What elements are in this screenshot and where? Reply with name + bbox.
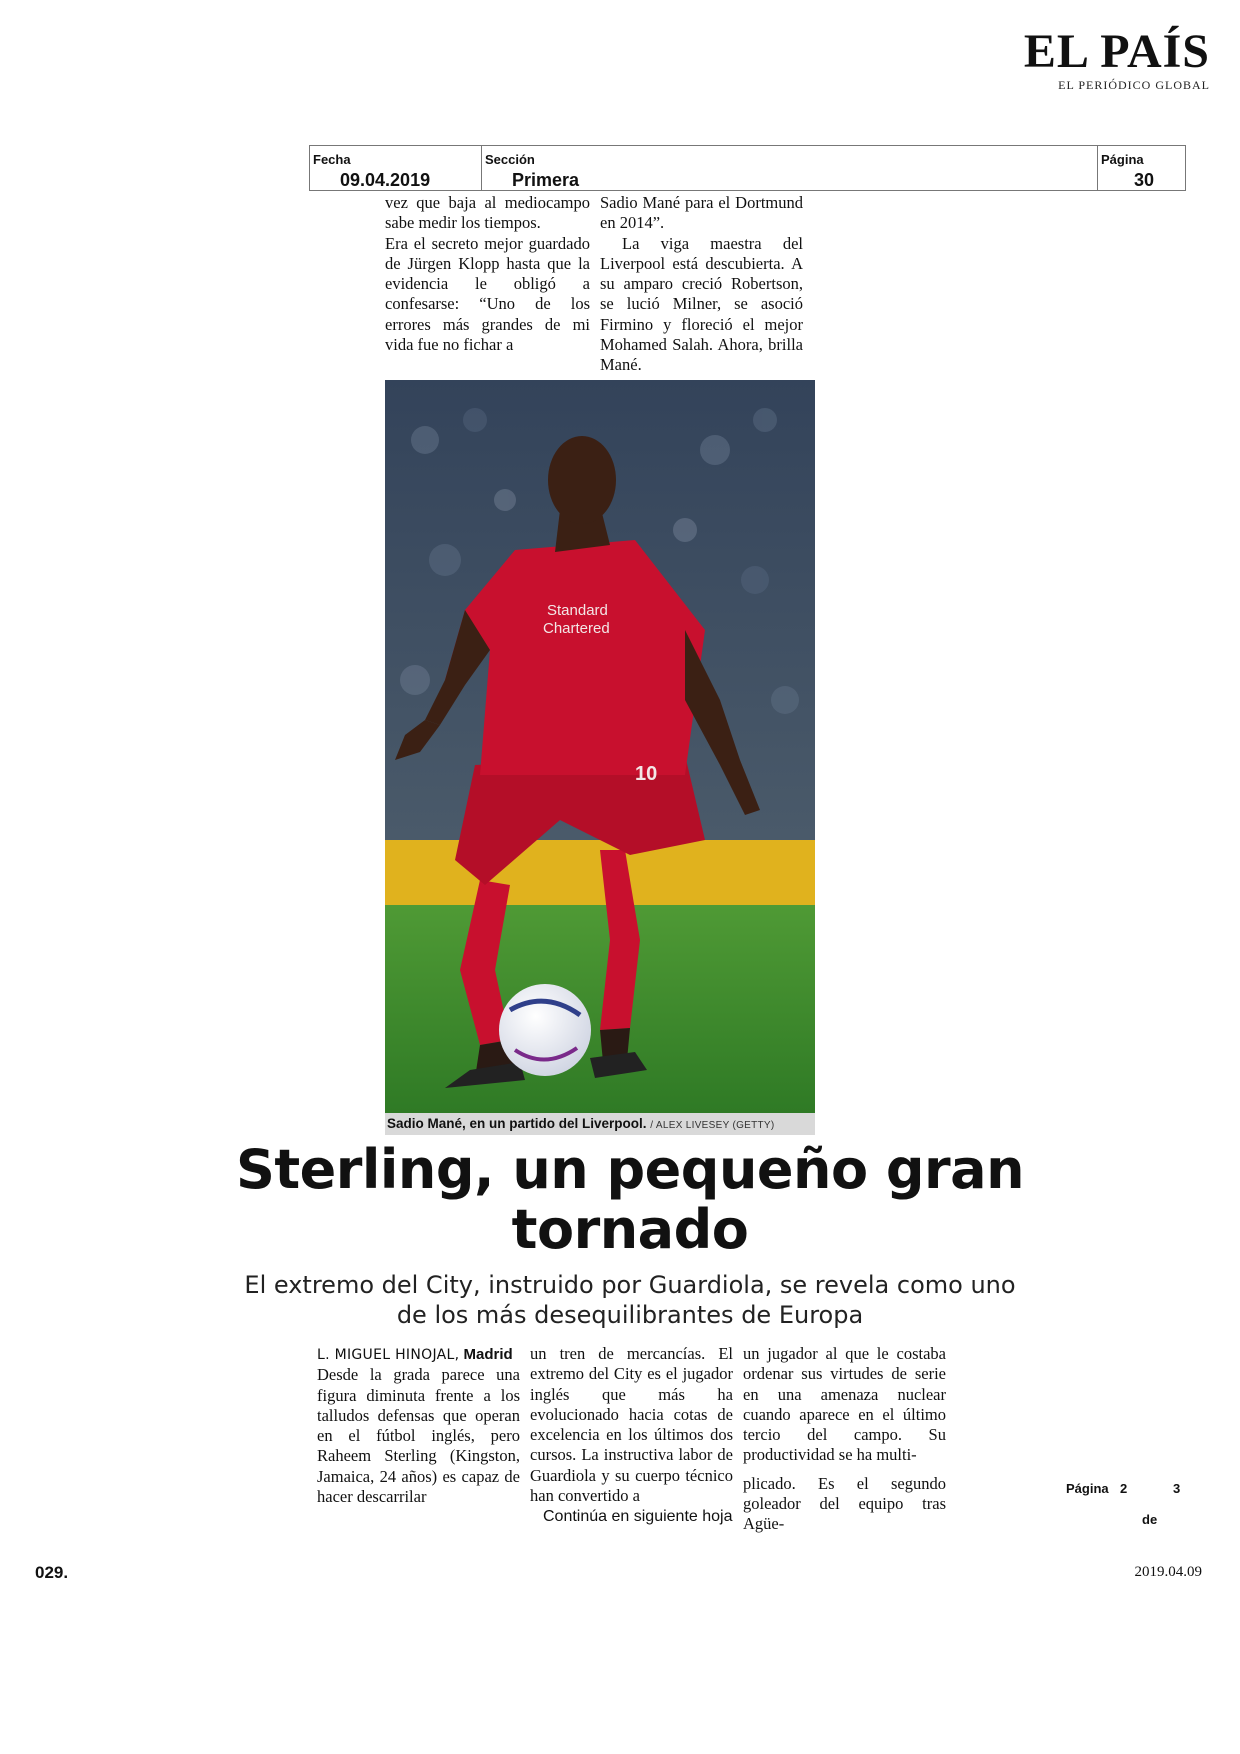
info-header-table: [309, 145, 1186, 191]
article-column-1: [317, 1344, 520, 1507]
fecha-cell: [310, 146, 482, 190]
seccion-label: Sección: [485, 152, 535, 167]
pagina-cell: [1098, 146, 1187, 190]
top-column-1: [385, 193, 590, 355]
byline: [317, 1344, 520, 1365]
top-column-2: [600, 193, 803, 376]
continues-note: Continúa en siguiente hoja: [543, 1508, 733, 1525]
shirt-sponsor-2: Chartered: [543, 620, 610, 637]
article-column-3: [743, 1344, 946, 1535]
top-col2-paragraph-2: La viga maestra del Liverpool está descubierta. A su amparo creció Robertson, se lució Milner, se asoció Firmino y floreció el mejor Mohamed Salah. Ahora, brilla Mané.: [600, 233, 803, 375]
masthead-tagline: EL PERIÓDICO GLOBAL: [1058, 78, 1210, 92]
article-subheadline: El extremo del City, instruido por Guardiola, se revela como uno de los más desequilibrantes de Europa: [244, 1271, 1016, 1329]
article-headline: Sterling, un pequeño gran tornado: [235, 1138, 1025, 1261]
footer-date: 2019.04.09: [1134, 1564, 1202, 1580]
photo-caption: [385, 1113, 815, 1135]
seccion-cell: [482, 146, 1098, 190]
shirt-sponsor-1: Standard: [547, 602, 608, 619]
article-col3-text-b: plicado. Es el segundo goleador del equipo tras Agüe-: [743, 1473, 946, 1534]
byline-author: L. MIGUEL HINOJAL,: [317, 1347, 460, 1363]
article-column-2: [530, 1344, 733, 1506]
photo-caption-text: Sadio Mané, en un partido del Liverpool.: [387, 1116, 647, 1131]
article-col2-text: un tren de mercancías. El extremo del City es el jugador inglés que más ha evolucionado hacia cotas de excelencia en los últimos dos cursos. La instructiva labor de Guardiola y su cuerpo técnico han convertido a: [530, 1344, 733, 1506]
pagina-value: 30: [1134, 170, 1155, 190]
seccion-value: Primera: [512, 170, 580, 190]
fecha-value: 09.04.2019: [340, 170, 431, 190]
pager-label: Página: [1066, 1481, 1109, 1496]
masthead-name: EL PAÍS: [1023, 25, 1210, 78]
pager-de: de: [1142, 1512, 1158, 1527]
football: [499, 984, 591, 1076]
pagina-label: Página: [1101, 152, 1144, 167]
shorts-number: 10: [635, 763, 658, 785]
top-col2-paragraph-1: Sadio Mané para el Dortmund en 2014”.: [600, 193, 803, 233]
top-col1-paragraph-2: Era el secreto mejor guardado de Jürgen Klopp hasta que la evidencia le obligó a confesarse: “Uno de los errores más grandes de mi vida fue no fichar a: [385, 233, 590, 355]
footer-code: 029.: [35, 1563, 69, 1582]
byline-city: Madrid: [463, 1346, 513, 1363]
pager-total: 3: [1173, 1481, 1181, 1496]
player-photo: [385, 380, 815, 1113]
article-col1-text: Desde la grada parece una figura diminuta frente a los talludos defensas que operan en el fútbol inglés, pero Raheem Sterling (Kingston, Jamaica, 24 años) es capaz de hacer descarrilar: [317, 1365, 520, 1507]
fecha-label: Fecha: [313, 152, 351, 167]
top-col1-paragraph-1: vez que baja al mediocampo sabe medir los tiempos.: [385, 193, 590, 233]
photo-credit: / ALEX LIVESEY (GETTY): [650, 1120, 775, 1131]
player-illustration: [385, 380, 815, 1113]
pager-current: 2: [1120, 1481, 1128, 1496]
masthead-logo: [1023, 25, 1210, 93]
article-col3-text-a: un jugador al que le costaba ordenar sus virtudes de serie en una amenaza nuclear cuando aparece en el último tercio del campo. Su productividad se ha multi-: [743, 1344, 946, 1465]
